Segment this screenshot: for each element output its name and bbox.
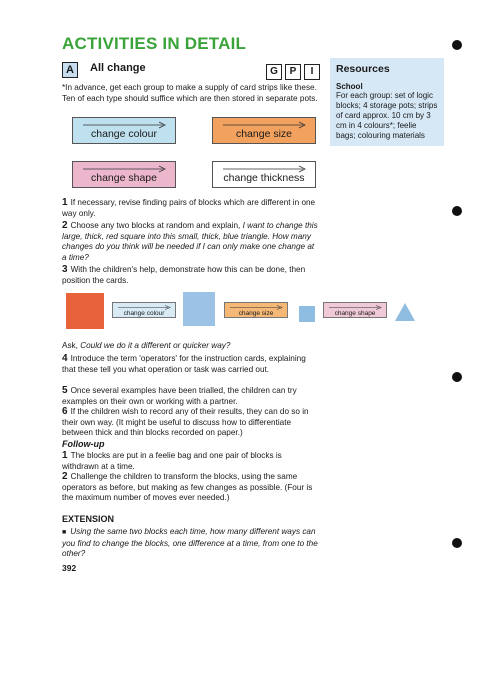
- step-text: The blocks are put in a feelie bag and one pair of blocks is withdrawn at a time.: [62, 451, 282, 471]
- step-number: 1: [62, 450, 68, 461]
- seq-card-colour: [112, 302, 176, 318]
- ask-prefix: Ask,: [62, 341, 78, 350]
- card-change-size: [212, 117, 316, 144]
- step-number: 4: [62, 353, 68, 364]
- badge-group: G: [266, 64, 282, 80]
- step-text: Choose any two blocks at random and explain,: [70, 221, 241, 230]
- resources-body: For each group: set of logic blocks; 4 storage pots; strips of card approx. 10 cm by 3 cm in 4 colours*; feelie bags; colouring materials: [336, 91, 438, 140]
- blue-triangle-block: [394, 302, 416, 322]
- card-label: change shape: [91, 172, 157, 184]
- step-4: [62, 354, 320, 375]
- red-square-block: [66, 293, 104, 329]
- card-label: change colour: [91, 128, 157, 140]
- card-change-colour: [72, 117, 176, 144]
- step-number: 2: [62, 471, 68, 482]
- bullet-icon: ■: [62, 529, 67, 536]
- step-3: [62, 265, 320, 286]
- binder-hole: [452, 40, 462, 50]
- binder-hole: [452, 372, 462, 382]
- step-2: [62, 221, 320, 263]
- step-6: [62, 407, 320, 439]
- step-number: 3: [62, 264, 68, 275]
- step-text: If necessary, revise finding pairs of blocks which are different in one way only.: [62, 198, 316, 218]
- seq-card-size: [224, 302, 288, 318]
- step-text: Introduce the term 'operators' for the instruction cards, explaining that these tell you what operation or task was carried out.: [62, 354, 306, 374]
- extension-heading: EXTENSION: [62, 514, 115, 524]
- seq-card-label: change size: [238, 310, 274, 317]
- seq-card-label: change colour: [123, 310, 165, 317]
- step-number: 2: [62, 220, 68, 231]
- card-change-thickness: [212, 161, 316, 188]
- blue-square-block: [183, 292, 215, 326]
- page-title: ACTIVITIES IN DETAIL: [62, 34, 247, 53]
- step-text: If the children wish to record any of their results, they can do so in their own way. (It might be useful to discuss how to differentiate between thick and thin blocks recorded on paper.): [62, 407, 309, 438]
- step-text: With the children's help, demonstrate how this can be done, then position the cards.: [62, 265, 306, 285]
- small-blue-square-block: [299, 306, 315, 322]
- resources-subheading: School: [336, 82, 363, 91]
- step-quote: I want to change this large, thick, red square into this small, thick, blue triangle. How many changes do you think will be needed if I can only make one change at a time?: [62, 221, 318, 262]
- group-badges: [263, 61, 320, 80]
- followup-heading: Follow-up: [62, 439, 105, 449]
- card-label: change thickness: [223, 172, 305, 184]
- section-header: [62, 61, 320, 79]
- ask-question: Could we do it a different or quicker way?: [80, 341, 231, 350]
- section-heading: All change: [90, 62, 146, 74]
- card-label: change size: [235, 128, 293, 140]
- card-change-shape: [72, 161, 176, 188]
- badge-pair: P: [285, 64, 301, 80]
- seq-card-label: change shape: [334, 310, 376, 317]
- extension-text: [62, 527, 320, 560]
- step-number: 5: [62, 385, 68, 396]
- extension-question: Using the same two blocks each time, how many different ways can you find to change the blocks, one difference at a time, from one to the other?: [62, 527, 318, 559]
- section-letter: A: [62, 62, 78, 78]
- step-number: 6: [62, 406, 68, 417]
- binder-hole: [452, 538, 462, 548]
- resources-panel: [330, 58, 444, 146]
- followup-1: [62, 451, 320, 472]
- intro-text: *In advance, get each group to make a supply of card strips like these. Ten of each type should suffice which are then stored in separate pots.: [62, 83, 318, 103]
- ask-line: [62, 341, 320, 352]
- step-text: Challenge the children to transform the blocks, using the same operators as before, but making as few changes as possible. (Four is the maximum number of moves ever needed.): [62, 472, 313, 503]
- badge-individual: I: [304, 64, 320, 80]
- step-number: 1: [62, 197, 68, 208]
- seq-card-shape: [323, 302, 387, 318]
- step-1: [62, 198, 320, 219]
- resources-heading: Resources: [336, 63, 390, 75]
- step-5: [62, 386, 320, 407]
- page-number: 392: [62, 563, 77, 573]
- step-text: Once several examples have been trialled, the children can try examples on their own or working with a partner.: [62, 386, 297, 406]
- binder-hole: [452, 206, 462, 216]
- followup-2: [62, 472, 320, 504]
